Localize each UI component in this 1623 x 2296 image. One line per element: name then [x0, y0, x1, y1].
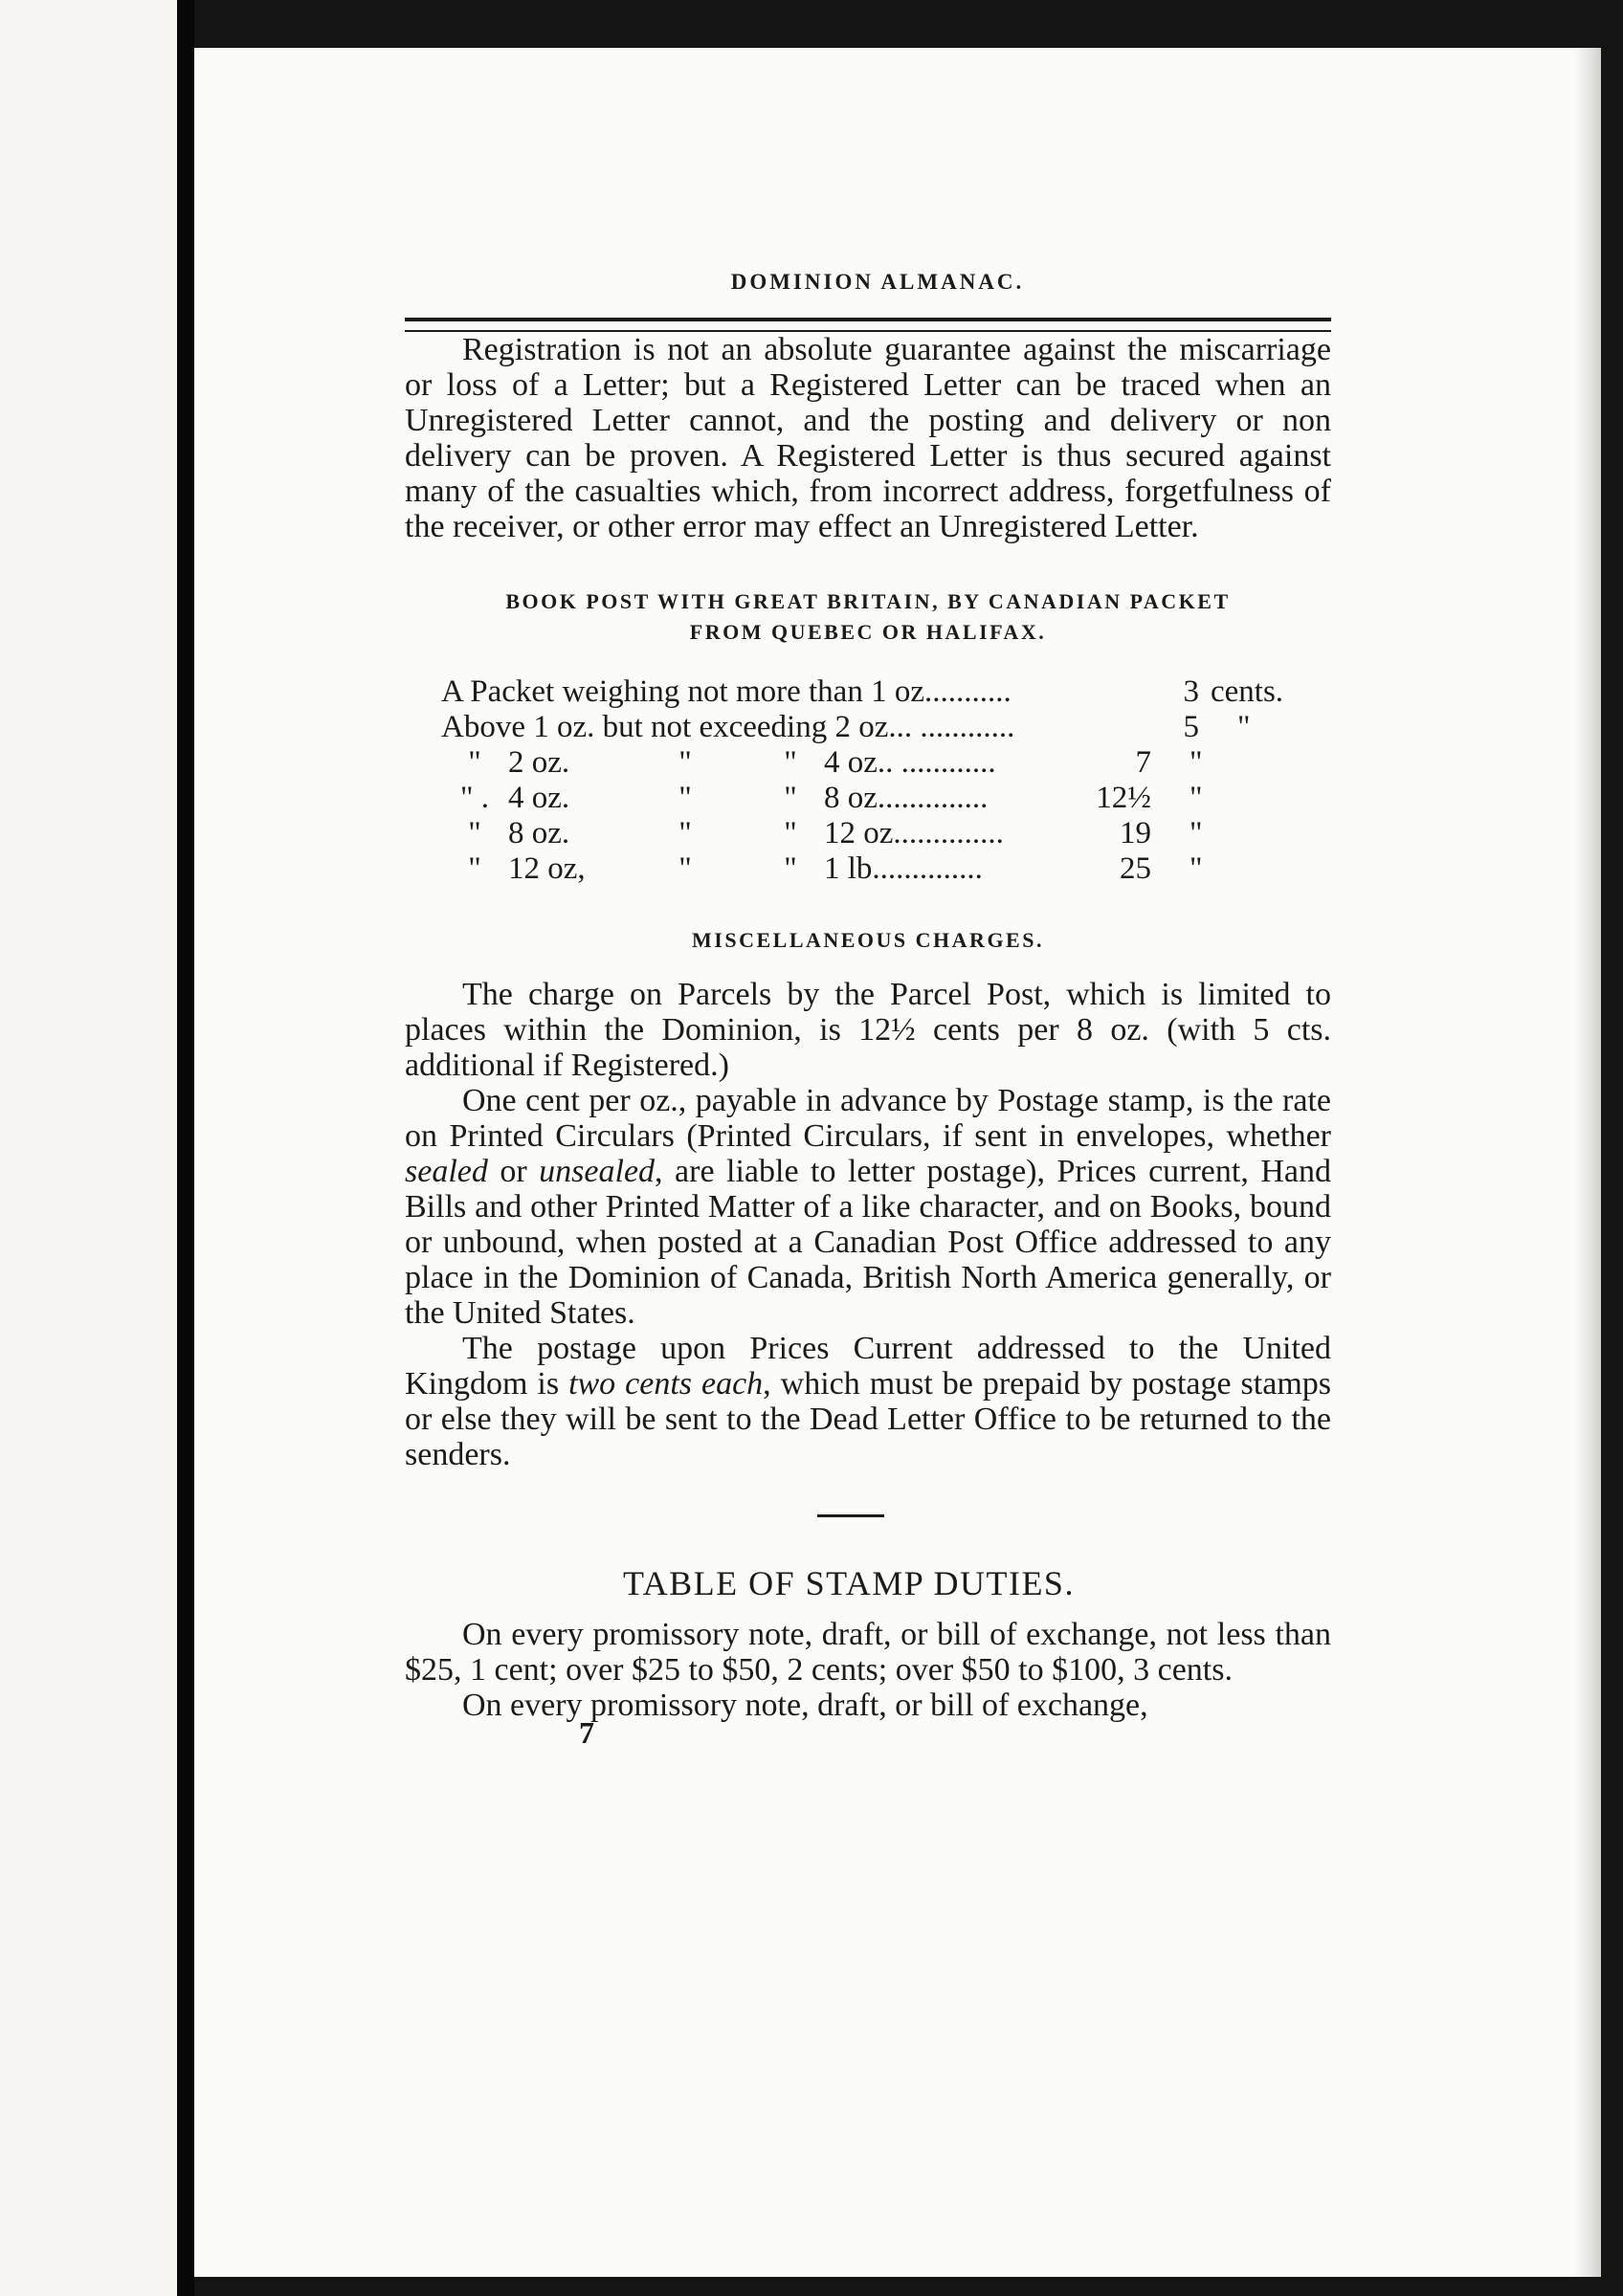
page-edge-shadow	[1574, 48, 1601, 2277]
weight-from: 8 oz.	[508, 816, 570, 850]
misc-charges-heading: MISCELLANEOUS CHARGES.	[692, 928, 1044, 952]
ditto-mark: "	[784, 851, 797, 886]
rate-row	[405, 851, 1331, 887]
ditto-mark: " .	[460, 781, 489, 815]
ditto-mark: "	[678, 816, 692, 850]
weight-from: 2 oz.	[508, 745, 570, 780]
rate-row	[405, 710, 1331, 745]
rate-value: 5	[1183, 710, 1199, 744]
rate-unit: "	[1189, 781, 1203, 815]
rate-row	[405, 745, 1331, 781]
weight-to: 8 oz..............	[824, 781, 989, 815]
weight-from: 12 oz,	[508, 851, 586, 886]
rate-unit: "	[1189, 851, 1203, 886]
weight-from: 4 oz.	[508, 781, 570, 815]
parcel-post-paragraph: The charge on Parcels by the Parcel Post, which is limited to places within the Dominion, is 12½ cents per 8 oz. (with 5 cts. additional if Registered.)	[405, 977, 1331, 1083]
ditto-mark: "	[784, 745, 797, 780]
ditto-mark: "	[468, 851, 481, 886]
book-post-heading-line1: BOOK POST WITH GREAT BRITAIN, BY CANADIAN PACKET	[505, 589, 1231, 613]
page-content	[405, 270, 1331, 1751]
rate-unit: "	[1189, 745, 1203, 780]
rate-unit: "	[1237, 710, 1251, 744]
rate-value: 25	[1120, 851, 1151, 886]
rate-value: 12½	[1096, 781, 1151, 815]
printed-circulars-paragraph: One cent per oz., payable in advance by Postage stamp, is the rate on Printed Circulars (Printed Circulars, if sent in envelopes, whether sealed or unsealed, are liable to letter postage), Prices current, Hand Bills and other Printed Matter of a like character, and on Books, bound or unbound, when posted at a Canadian Post Office addressed to any place in the Dominion of Canada, British North America generally, or the United States.	[405, 1083, 1331, 1331]
registration-paragraph: Registration is not an absolute guarantee against the miscarriage or loss of a Letter; but a Registered Letter can be traced when an Unregistered Letter cannot, and the posting and delivery or non delivery can be proven. A Registered Letter is thus secured against many of the casualties which, from incorrect address, forgetfulness of the receiver, or other error may effect an Unregistered Letter.	[405, 332, 1331, 544]
running-head: DOMINION ALMANAC.	[730, 270, 1025, 294]
rate-value: 7	[1135, 745, 1151, 780]
book-post-heading-line2: FROM QUEBEC OR HALIFAX.	[689, 620, 1047, 644]
facing-page-edge	[0, 0, 178, 2296]
stamp-duties-heading: TABLE OF STAMP DUTIES.	[623, 1564, 1075, 1602]
rate-unit: "	[1189, 816, 1203, 850]
book-page	[194, 48, 1601, 2277]
rate-unit: cents.	[1211, 674, 1284, 709]
book-post-rate-table	[405, 674, 1331, 887]
rate-row	[405, 674, 1331, 710]
book-gutter	[177, 0, 194, 2296]
rate-row	[405, 781, 1331, 816]
stamp-duty-paragraph-2: On every promissory note, draft, or bill of exchange,	[462, 1688, 1148, 1723]
page-number: 7	[579, 1715, 594, 1750]
ditto-mark: "	[784, 816, 797, 850]
ditto-mark: "	[678, 745, 692, 780]
ditto-mark: "	[784, 781, 797, 815]
header-double-rule	[405, 318, 1331, 332]
ditto-mark: "	[468, 816, 481, 850]
ditto-mark: "	[678, 781, 692, 815]
weight-to: 4 oz.. ............	[824, 745, 996, 780]
rate-row	[405, 816, 1331, 851]
rate-value: 19	[1120, 816, 1151, 850]
ditto-mark: "	[678, 851, 692, 886]
prices-current-paragraph: The postage upon Prices Current addressed to the United Kingdom is two cents each, which must be prepaid by postage stamps or else they will be sent to the Dead Letter Office to be returned to the senders.	[405, 1331, 1332, 1472]
section-divider	[817, 1514, 884, 1517]
rate-value: 3	[1183, 674, 1199, 709]
rate-description: A Packet weighing not more than 1 oz...........	[441, 674, 1012, 709]
book-post-heading	[405, 586, 1331, 648]
ditto-mark: "	[468, 745, 481, 780]
stamp-duty-paragraph-1: On every promissory note, draft, or bill of exchange, not less than $25, 1 cent; over $25 to $50, 2 cents; over $50 to $100, 3 cents.	[405, 1617, 1331, 1688]
rate-description: Above 1 oz. but not exceeding 2 oz... ............	[441, 710, 1015, 744]
weight-to: 12 oz..............	[824, 816, 1004, 850]
weight-to: 1 lb..............	[824, 851, 983, 886]
